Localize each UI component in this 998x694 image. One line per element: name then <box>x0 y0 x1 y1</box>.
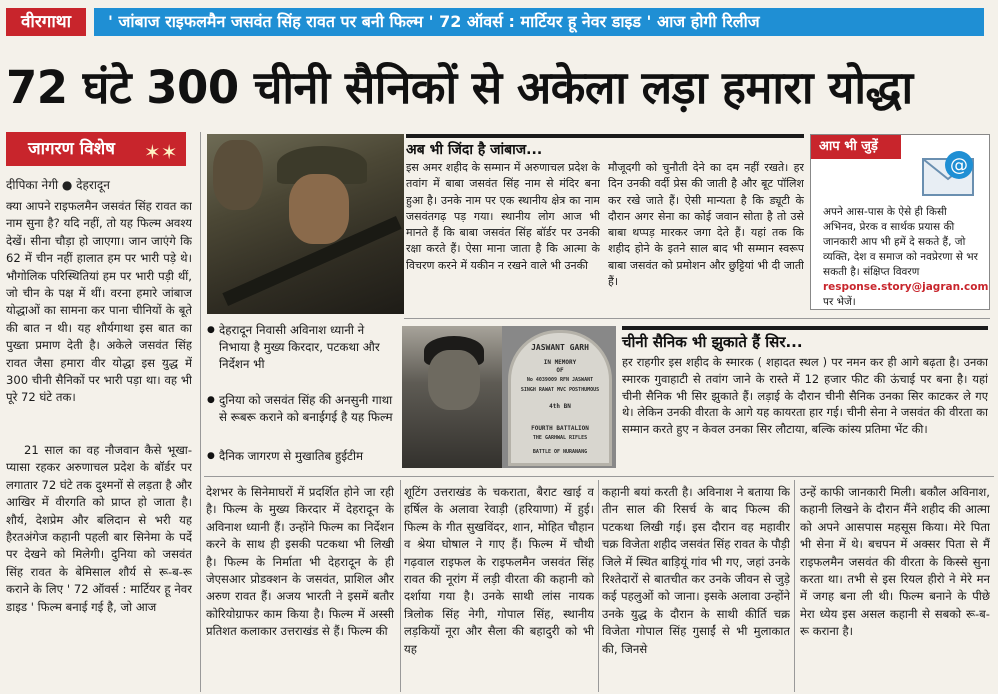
list-item: ● दैनिक जागरण से मुखातिब हुईटीम <box>207 448 397 465</box>
aap-bhi-jude-body: अपने आस-पास के ऐसे ही किसी अभिनव, प्रेरक व सार्थक प्रयास की जानकारी आप भी हमें दे सकते हैं, जो व्यक्ति, देश व समाज को नवप्रेरणा से भर सकती है। संक्षिप्त विवरण <box>823 206 978 278</box>
story1-col1: इस अमर शहीद के सम्मान में अरुणाचल प्रदेश के तवांग में बाबा जसवंत सिंह नाम से मंदिर बना हुआ है। उनके नाम पर एक स्थानीय क्षेत्र का नाम जसवंतगढ़ पड़ गया। स्थानीय लोग आज भी मानते हैं कि बाबा जसवंत सिंह बॉर्डर पर उनकी रक्षा करते हैं। ऐसा माना जाता है कि आत्मा के विचरण करने में यकीन न रखने वाले भी उनकी <box>406 161 600 272</box>
response-email[interactable]: response.story@jagran.com <box>823 281 989 293</box>
column-rule <box>598 480 599 692</box>
sparkle-icon: ✶✶ <box>144 140 178 164</box>
list-item: ● देहरादून निवासी अविनाश ध्यानी ने निभाया है मुख्य किरदार, पटकथा और निर्देशन भी <box>207 322 397 373</box>
jagran-vishesh-tag <box>6 132 186 166</box>
story2-rule <box>622 326 988 330</box>
plaque-line: No 4039009 RFN JASWANT <box>526 377 594 383</box>
bottom-col-2: शूटिंग उत्तराखंड के चकराता, बैराट खाई व हर्षिल के अलावा रेवाड़ी (हरियाणा) में हुई। फिल्म के गीत सुखविंदर, शान, मोहित चौहान व श्रेया घोषाल ने गाए हैं। फिल्म में चौथी गढ़वाल राइफल के राइफलमैन जसवंत सिंह रावत की नूरांग में लड़ी वीरता की कहानी को दर्शाया गया है। उनके साथी लांस नायक त्रिलोक सिंह नेगी, गोपाल सिंह, स्थानीय लड़कियों नूरा और सैला की बहादुरी को भी यह <box>404 485 594 656</box>
email-envelope-icon <box>919 145 981 201</box>
list-item: ● दुनिया को जसवंत सिंह की अनसुनी गाथा से रूबरू कराने को बनाईगई है यह फिल्म <box>207 392 397 426</box>
plaque-line: OF <box>556 367 564 374</box>
plaque-line: THE GARHWAL RIFLES <box>532 435 588 441</box>
aap-bhi-jude-box <box>810 134 990 310</box>
page-headline: 72 घंटे 300 चीनी सैनिकों से अकेला लड़ा हमारा योद्धा <box>6 61 913 114</box>
story2-box <box>616 326 990 472</box>
section-tag-veergatha: वीरगाथा <box>6 8 86 36</box>
story1-col2: मौजूदगी को चुनौती देने का दम नहीं रखते। हर दिन उनकी वर्दी प्रेस की जाती है और बूट पॉलिश कर रखे जाते हैं। ऐसी मान्यता है कि ड्यूटी के दौरान अगर सेना का कोई जवान सोता है तो उसे बाबा थप्पड़ मारकर जगा देते हैं। यहां तक कि शहीद होने के इतने साल बाद भी सम्मान स्वरूप बाबा जसवंत को प्रमोशन और छुट्टियां भी दी जाती हैं। <box>608 161 804 289</box>
plaque-line: BATTLE OF NURANANG <box>532 449 588 455</box>
aap-bhi-jude-text <box>823 205 989 310</box>
story2-text: हर राहगीर इस शहीद के स्मारक ( शहादत स्थल ) पर नमन कर ही आगे बढ़ता है। उनका स्मारक गुवाहाटी से तवांग जाने के रास्ते में 12 हजार फीट की ऊंचाई पर बना है। यहां चीनी सैनिक भी सिर झुकाते हैं। लड़ाई के दौरान चीनी सैनिक उनका सिर काटकर ले गए थे। लेकिन उनकी वीरता के आगे यह कायरता हार गई। चीनी सेना ने जसवंत की वीरता का सम्मान करते हुए न केवल उनका सिर लौटाया, बल्कि कांस्य प्रतिमा भेंट की। <box>622 355 988 437</box>
plaque-title: JASWANT GARH <box>531 343 589 352</box>
memorial-plaque <box>508 330 612 466</box>
aap-bhi-jude-heading: आप भी जुड़ें <box>811 135 901 159</box>
aap-bhi-jude-tail: पर भेजें। <box>823 296 856 308</box>
soldier-portrait <box>402 326 502 468</box>
column-rule <box>400 480 401 692</box>
kicker-strip: ' जांबाज राइफलमैन जसवंत सिंह रावत पर बनी फिल्म ' 72 ऑवर्स : मार्टियर हू नेवर डाइड ' आज होगी रिलीज <box>94 8 984 36</box>
plaque-line: IN MEMORY <box>543 359 577 366</box>
horizontal-rule <box>404 318 990 319</box>
plaque-line: 4th BN <box>549 403 571 410</box>
highlights-list <box>207 318 397 478</box>
story2-heading: चीनी सैनिक भी झुकाते हैं सिर... <box>622 333 803 351</box>
bottom-col-4: उन्हें काफी जानकारी मिली। बकौल अविनाश, कहानी लिखने के दौरान मैंने शहीद की आत्मा को अपने आसपास महसूस किया। मेरे पिता भी सेना में थे। बचपन में अक्सर पिता से मैं राइफलमैन जसवंत की वीरता के किस्से सुना करता था। तभी से इस रियल हीरो ने मेरे मन में जगह बना ली थी। फिल्म बनाने के पीछे मेरा ध्येय इस असल कहानी से सबको रू-ब-रू कराना है। <box>800 485 990 639</box>
memorial-photo <box>402 326 616 468</box>
plaque-line: FOURTH BATTALION <box>531 425 589 432</box>
bottom-col-3: कहानी बयां करती है। अविनाश ने बताया कि तीन साल की रिसर्च के बाद फिल्म की पटकथा लिखी गई। इस दौरान वह महावीर चक्र विजेता शहीद जसवंत सिंह रावत के पौड़ी जिले में स्थित बाड़ियूं गांव भी गए, जहां उनके रिश्तेदारों से बातचीत कर उनके जीवन से जुड़े कई पहलुओं को जाना। इसके अलावा उन्होंने उनके युद्ध के दौरान के साथी कीर्ति चक्र विजेता गोपाल सिंह गुसाईं से भी मुलाकात की, जिनसे <box>602 485 790 656</box>
bottom-col-1: देशभर के सिनेमाघरों में प्रदर्शित होने जा रही है। फिल्म के मुख्य किरदार में देहरादून के अविनाश ध्यानी हैं। उन्होंने फिल्म का निर्देशन करने के साथ ही इसकी पटकथा भी लिखी है। फिल्म के निर्माता भी देहरादून के ही जेएसआर प्रोडक्शन के जसवंत, प्राशिल और अरुण रावत हैं। अजय भारती ने इसमें बतौर कोरियोग्राफर काम किया है। फिल्म में अस्सी प्रतिशत कलाकार उत्तराखंड से हैं। फिल्म की <box>206 485 394 639</box>
left-para-1: क्या आपने राइफलमैन जसवंत सिंह रावत का नाम सुना है? यदि नहीं, तो यह फिल्म अवश्य देखें। सीना चौड़ा हो जाएगा। जान जाएंगे कि 62 में चीन नहीं हालात हम पर भारी पड़े थे। भौगोलिक परिस्थितियां हम पर भारी पड़ी थीं, जो चीन के पक्ष में थीं। वरना हमारे जांबाज योद्धाओं का सामना कर पाना चीनियों के बूते की बात न थी। यह शौर्यगाथा इस बात का पुख्ता प्रमाण देती है। अकेले जसवंत सिंह रावत जैसा हमारा वीर योद्धा इस युद्ध में 300 चीनी सैनिकों पर भारी पड़ा था। वह भी पूरे 72 घंटे तक। <box>6 199 192 405</box>
left-para-2: 21 साल का वह नौजवान कैसे भूखा-प्यासा रहकर अरुणाचल प्रदेश के बॉर्डर पर लगातार 72 घंटे तक दुश्मनों से लड़ता है और आखिर में वीरगति को प्राप्त हो जाता है। शौर्य, देशप्रेम और बलिदान से भरी यह हैरतअंगेज कहानी पहली बार सिनेमा के पर्दे पर देखने को मिलेगी। दुनिया को जसवंत सिंह रावत के बेमिसाल शौर्य से रू-ब-रू कराने के लिए ' 72 ऑवर्स : मार्टियर हू नेवर डाइड ' फिल्म बनाई गई है, जो आज <box>6 443 192 614</box>
plaque-line: SINGH RAWAT MVC POSTHUMOUS <box>520 387 600 393</box>
story1-rule <box>406 134 804 138</box>
jagran-vishesh-label: जागरण विशेष <box>28 139 115 159</box>
header-band <box>0 0 998 44</box>
story1-heading: अब भी जिंदा है जांबाज... <box>406 142 543 158</box>
svg-text:@: @ <box>950 155 968 176</box>
column-rule <box>200 132 201 692</box>
byline: दीपिका नेगी ● देहरादून <box>6 178 110 192</box>
column-rule <box>794 480 795 692</box>
film-still-photo <box>207 134 404 314</box>
